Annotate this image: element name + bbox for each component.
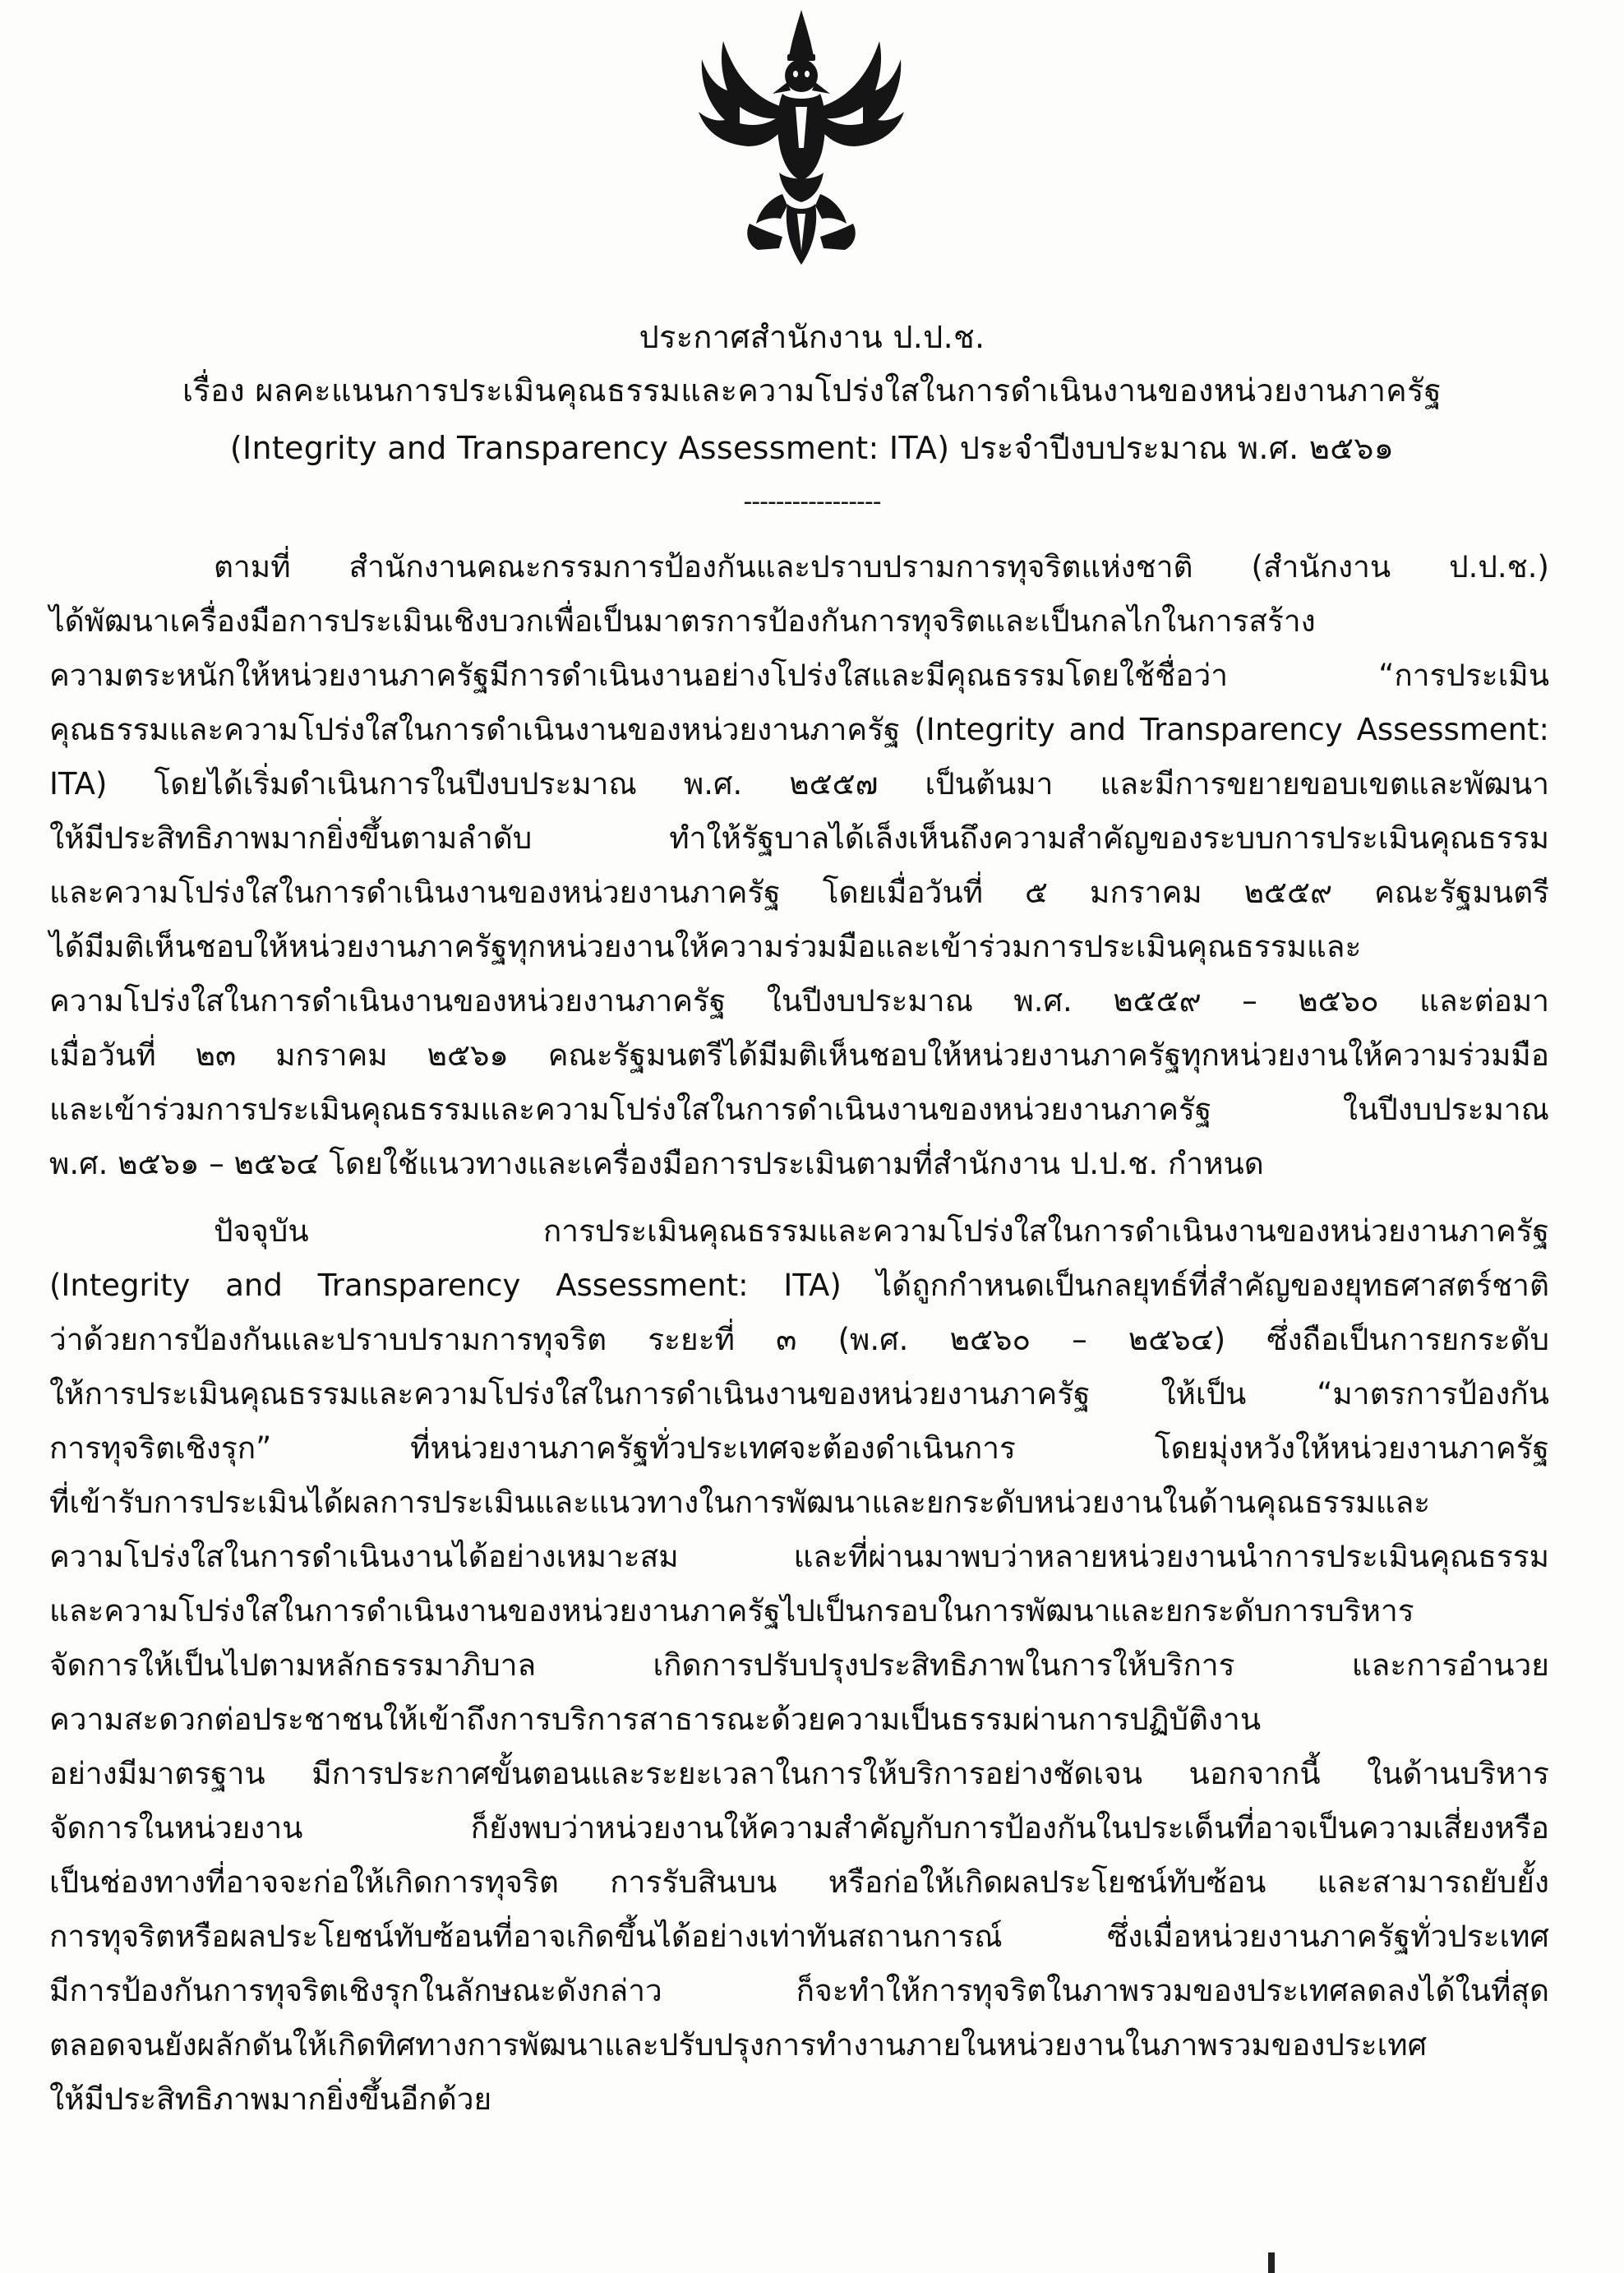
paragraph-line: ให้มีประสิทธิภาพมากยิ่งขึ้นอีกด้วย (49, 2081, 492, 2117)
paragraph-line: การทุจริตหรือผลประโยชน์ทับซ้อนที่อาจเกิดขึ้นได้อย่างเท่าทันสถานการณ์ ซึ่งเมื่อหน่วยงานภาครัฐทั่วประเทศ (49, 1919, 1549, 1954)
paragraph-line: ได้มีมติเห็นชอบให้หน่วยงานภาครัฐทุกหน่วยงานให้ความร่วมมือและเข้าร่วมการประเมินคุณธรรมและ (49, 929, 1362, 964)
paragraph-line: ให้การประเมินคุณธรรมและความโปร่งใสในการดำเนินงานของหน่วยงานภาครัฐ ให้เป็น “มาตรการป้องกัน (49, 1376, 1549, 1411)
heading-separator: ----------------- (743, 487, 881, 516)
paragraph-line: (Integrity and Transparency Assessment: ITA) ได้ถูกกำหนดเป็นกลยุทธ์ที่สำคัญของยุทธศาสตร์ชาติ (49, 1268, 1549, 1303)
paragraph-line: เป็นช่องทางที่อาจจะก่อให้เกิดการทุจริต การรับสินบน หรือก่อให้เกิดผลประโยชน์ทับซ้อน และสามารถยับยั้ง (49, 1864, 1549, 1900)
paragraph-line: และความโปร่งใสในการดำเนินงานของหน่วยงานภาครัฐไปเป็นกรอบในการพัฒนาและยกระดับการบริหาร (49, 1593, 1414, 1629)
garuda-emblem-icon (690, 8, 912, 271)
paragraph-line: พ.ศ. ๒๕๖๑ – ๒๕๖๔ โดยใช้แนวทางและเครื่องมือการประเมินตามที่สำนักงาน ป.ป.ช. กำหนด (49, 1146, 1264, 1181)
paragraph-line: ความโปร่งใสในการดำเนินงานของหน่วยงานภาครัฐ ในปีงบประมาณ พ.ศ. ๒๕๕๙ – ๒๕๖๐ และต่อมา (49, 983, 1549, 1019)
announcement-subject-continued: (Integrity and Transparency Assessment: ITA) ประจำปีงบประมาณ พ.ศ. ๒๕๖๑ (229, 430, 1395, 466)
announcement-title: ประกาศสำนักงาน ป.ป.ช. (639, 319, 985, 355)
paragraph-line: ความตระหนักให้หน่วยงานภาครัฐมีการดำเนินงานอย่างโปร่งใสและมีคุณธรรมโดยใช้ชื่อว่า “การประเมิน (49, 658, 1549, 693)
paragraph-line: จัดการให้เป็นไปตามหลักธรรมาภิบาล เกิดการปรับปรุงประสิทธิภาพในการให้บริการ และการอำนวย (49, 1647, 1549, 1683)
paragraph-line: เมื่อวันที่ ๒๓ มกราคม ๒๕๖๑ คณะรัฐมนตรีได้มีมติเห็นชอบให้หน่วยงานภาครัฐทุกหน่วยงานให้ความร่วมมือ (49, 1037, 1549, 1073)
paragraph-line: ความสะดวกต่อประชาชนให้เข้าถึงการบริการสาธารณะด้วยความเป็นธรรมผ่านการปฏิบัติงาน (49, 1702, 1262, 1737)
paragraph-line: ตลอดจนยังผลักดันให้เกิดทิศทางการพัฒนาและปรับปรุงการทำงานภายในหน่วยงานในภาพรวมของประเทศ (49, 2027, 1428, 2063)
paragraph-line: จัดการในหน่วยงาน ก็ยังพบว่าหน่วยงานให้ความสำคัญกับการป้องกันในประเด็นที่อาจเป็นความเสี่ยงหรือ (49, 1810, 1549, 1846)
paragraph-line: และเข้าร่วมการประเมินคุณธรรมและความโปร่งใสในการดำเนินงานของหน่วยงานภาครัฐ ในปีงบประมาณ (49, 1092, 1549, 1127)
paragraph-line: ความโปร่งใสในการดำเนินงานได้อย่างเหมาะสม และที่ผ่านมาพบว่าหลายหน่วยงานนำการประเมินคุณธรรม (49, 1539, 1549, 1574)
paragraph-line: ได้พัฒนาเครื่องมือการประเมินเชิงบวกเพื่อเป็นมาตรการป้องกันการทุจริตและเป็นกลไกในการสร้าง (49, 603, 1316, 639)
paragraph-line: ปัจจุบัน การประเมินคุณธรรมและความโปร่งใสในการดำเนินงานของหน่วยงานภาครัฐ (214, 1213, 1549, 1249)
next-page-mark-icon (1266, 2252, 1277, 2273)
paragraph-line: และความโปร่งใสในการดำเนินงานของหน่วยงานภาครัฐ โดยเมื่อวันที่ ๕ มกราคม ๒๕๕๙ คณะรัฐมนตรี (49, 875, 1549, 910)
paragraph-line: คุณธรรมและความโปร่งใสในการดำเนินงานของหน่วยงานภาครัฐ (Integrity and Transparency Assessment: (49, 712, 1549, 747)
paragraph-line: ให้มีประสิทธิภาพมากยิ่งขึ้นตามลำดับ ทำให้รัฐบาลได้เล็งเห็นถึงความสำคัญของระบบการประเมินคุณธรรม (49, 820, 1549, 856)
paragraph-line: ตามที่ สำนักงานคณะกรรมการป้องกันและปราบปรามการทุจริตแห่งชาติ (สำนักงาน ป.ป.ช.) (214, 549, 1549, 584)
announcement-subject: เรื่อง ผลคะแนนการประเมินคุณธรรมและความโปร่งใสในการดำเนินงานของหน่วยงานภาครัฐ (182, 372, 1442, 409)
paragraph-line: อย่างมีมาตรฐาน มีการประกาศขั้นตอนและระยะเวลาในการให้บริการอย่างชัดเจน นอกจากนี้ ในด้านบริหาร (49, 1756, 1549, 1791)
paragraph-line: ว่าด้วยการป้องกันและปราบปรามการทุจริต ระยะที่ ๓ (พ.ศ. ๒๕๖๐ – ๒๕๖๔) ซึ่งถือเป็นการยกระดับ (49, 1322, 1549, 1357)
paragraph-line: มีการป้องกันการทุจริตเชิงรุกในลักษณะดังกล่าว ก็จะทำให้การทุจริตในภาพรวมของประเทศลดลงได้ในที่สุด (49, 1973, 1549, 2008)
paragraph-line: ITA) โดยได้เริ่มดำเนินการในปีงบประมาณ พ.ศ. ๒๕๕๗ เป็นต้นมา และมีการขยายขอบเขตและพัฒนา (49, 766, 1549, 802)
paragraph-line: การทุจริตเชิงรุก” ที่หน่วยงานภาครัฐทั่วประเทศจะต้องดำเนินการ โดยมุ่งหวังให้หน่วยงานภาครัฐ (49, 1430, 1549, 1466)
paragraph-line: ที่เข้ารับการประเมินได้ผลการประเมินและแนวทางในการพัฒนาและยกระดับหน่วยงานในด้านคุณธรรมและ (49, 1485, 1431, 1520)
